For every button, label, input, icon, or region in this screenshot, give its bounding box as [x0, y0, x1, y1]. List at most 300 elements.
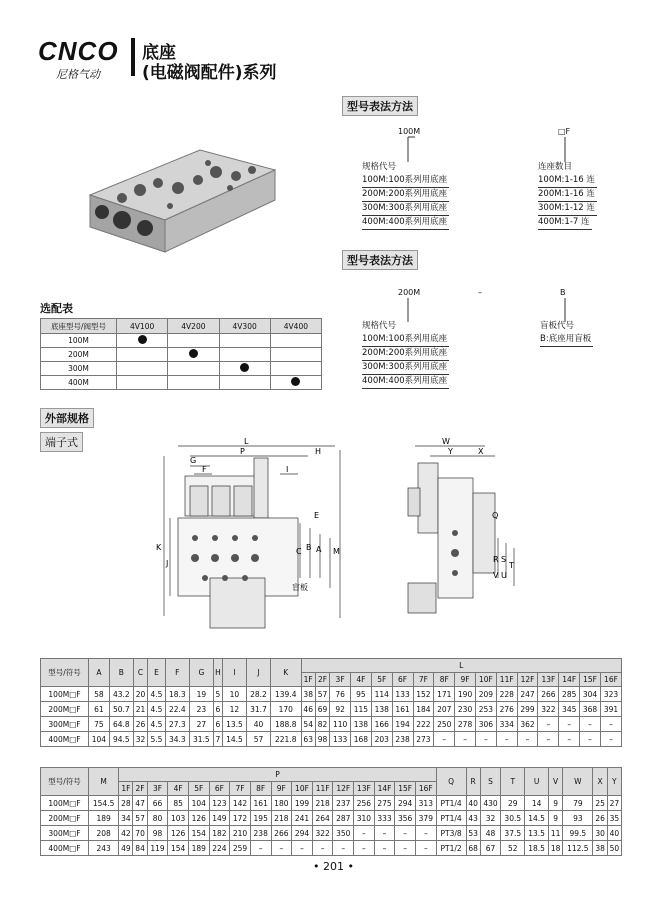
table-cell: 322 [538, 702, 559, 717]
model1-right-list [538, 161, 597, 230]
table-cell: 43.2 [109, 687, 133, 702]
table-cell: 11 [549, 826, 563, 841]
t1-header: A [89, 659, 110, 687]
selection-heading: 选配表 [40, 302, 73, 315]
sub-header-cell: 6F [209, 782, 230, 796]
page-number: • 201 • [313, 860, 354, 873]
table-cell: 5 [213, 687, 222, 702]
dim-label-J: J [166, 559, 169, 568]
table-cell: 300M□F [41, 717, 89, 732]
dimension-table-1 [40, 658, 622, 747]
table-cell: 20 [133, 687, 147, 702]
table-cell: 133 [330, 732, 351, 747]
table-row [41, 841, 622, 856]
table-cell: – [312, 841, 333, 856]
table-cell: 138 [351, 717, 372, 732]
table-cell: 70 [133, 826, 147, 841]
table-cell: 12 [222, 702, 246, 717]
model1-left-label: 规格代号 [362, 162, 397, 172]
table-cell: – [517, 732, 538, 747]
dim-label-R: R [493, 555, 499, 564]
manifold-base-image [60, 130, 285, 255]
table-cell: 27 [607, 796, 621, 811]
table-cell: – [538, 732, 559, 747]
table-cell: 99.5 [563, 826, 593, 841]
table-cell: 104 [89, 732, 110, 747]
table-cell: 313 [416, 796, 437, 811]
table-cell: 104 [188, 796, 209, 811]
table-cell: 84 [133, 841, 147, 856]
model1-left-item: 100M:100系列用底座 [362, 174, 449, 188]
dim-label-H: H [315, 447, 322, 456]
table-cell: – [250, 841, 271, 856]
dim-label-A: A [316, 545, 322, 554]
table-cell: 23 [189, 702, 213, 717]
table-cell: – [395, 826, 416, 841]
dimension-table-2 [40, 767, 622, 856]
table-cell: 430 [480, 796, 501, 811]
table-cell: 52 [501, 841, 525, 856]
table-cell: 100M□F [41, 687, 89, 702]
table-cell: 180 [271, 796, 292, 811]
table-cell: 264 [312, 811, 333, 826]
sub-header-cell: 4F [168, 782, 189, 796]
model1-right-label: 连座数目 [538, 162, 573, 172]
table-cell: 195 [250, 811, 271, 826]
selection-header-cell: 4V100 [117, 319, 168, 334]
sub-header-cell: 13F [538, 673, 559, 687]
t2-header: Y [607, 768, 621, 796]
table-cell: 300M□F [41, 826, 89, 841]
table-cell: 379 [416, 811, 437, 826]
table-cell: 35 [607, 811, 621, 826]
table-cell: 294 [395, 796, 416, 811]
table-cell: 253 [475, 702, 496, 717]
table-row [41, 732, 622, 747]
table-cell: 58 [89, 687, 110, 702]
table-cell: 345 [559, 702, 580, 717]
table-cell: 350 [333, 826, 354, 841]
side-view-drawing [400, 438, 530, 628]
table-cell: 161 [392, 702, 413, 717]
table-cell: 31.7 [246, 702, 270, 717]
table-cell: 28.2 [246, 687, 270, 702]
table-cell: 278 [455, 717, 476, 732]
dim-label-P: P [240, 447, 245, 456]
model1-connector-lines [370, 134, 600, 164]
t1-header: C [133, 659, 147, 687]
table-cell: 114 [371, 687, 392, 702]
table-cell: 103 [168, 811, 189, 826]
t1-header: I [222, 659, 246, 687]
t2-header: U [525, 768, 549, 796]
table-cell: 6 [213, 717, 222, 732]
sub-header-cell: 2F [133, 782, 147, 796]
table-cell: 230 [455, 702, 476, 717]
table-cell: – [455, 732, 476, 747]
table-cell: 82 [315, 717, 329, 732]
table-cell: 40 [466, 796, 480, 811]
table-cell: 149 [209, 811, 230, 826]
dim-label-Y: Y [448, 447, 453, 456]
dim-label-M: M [333, 547, 340, 556]
table-cell: 57 [315, 687, 329, 702]
t2-header: R [466, 768, 480, 796]
model-code-heading-1: 型号表法方法 [342, 96, 418, 116]
terminal-type-heading: 端子式 [40, 432, 83, 452]
table-cell: 21 [133, 702, 147, 717]
table-cell: 68 [466, 841, 480, 856]
table-cell: 119 [147, 841, 168, 856]
table-cell: 228 [496, 687, 517, 702]
t2-header: X [593, 768, 607, 796]
row-label: 200M [41, 348, 117, 362]
page-title: 底座 [142, 43, 176, 63]
table-cell: 170 [270, 702, 301, 717]
table-cell: 218 [271, 811, 292, 826]
dim-label-W: W [442, 438, 450, 446]
sub-header-cell: 14F [559, 673, 580, 687]
sub-header-cell: 16F [416, 782, 437, 796]
sub-header-cell: 3F [147, 782, 168, 796]
sub-header-cell: 12F [333, 782, 354, 796]
table-cell: 266 [538, 687, 559, 702]
selection-dot [291, 377, 300, 386]
page-subtitle: (电磁阀配件)系列 [142, 63, 277, 83]
table-cell: 10 [222, 687, 246, 702]
dim-label-T: T [509, 561, 514, 570]
model2-left-item: 200M:200系列用底座 [362, 347, 449, 361]
table-cell: 32 [480, 811, 501, 826]
table-cell: 61 [89, 702, 110, 717]
sub-header-cell: 8F [250, 782, 271, 796]
table-cell: PT1/4 [436, 811, 466, 826]
table-cell: 66 [147, 796, 168, 811]
sub-header-cell: 13F [354, 782, 375, 796]
table-cell: 19 [189, 687, 213, 702]
table-cell: – [600, 717, 621, 732]
table-cell: 172 [230, 811, 251, 826]
table-cell: 50.7 [109, 702, 133, 717]
table-cell: 6 [213, 702, 222, 717]
table-cell: 247 [517, 687, 538, 702]
table-cell: 14 [525, 796, 549, 811]
table-cell: 76 [330, 687, 351, 702]
model1-code-right: □F [558, 127, 571, 136]
table-cell: 34 [119, 811, 133, 826]
table-cell: 37.5 [501, 826, 525, 841]
dim-label-C: C [296, 547, 302, 556]
table-cell: – [354, 826, 375, 841]
table-cell: 190 [455, 687, 476, 702]
row-label: 400M [41, 376, 117, 390]
table-cell: 126 [188, 811, 209, 826]
sub-header-cell: 3F [330, 673, 351, 687]
t2-header: S [480, 768, 501, 796]
selection-table [40, 318, 322, 390]
sub-header-cell: 6F [392, 673, 413, 687]
model-code-heading-2: 型号表法方法 [342, 250, 418, 270]
sub-header-cell: 15F [395, 782, 416, 796]
t1-header: J [246, 659, 270, 687]
table-cell: 221.8 [270, 732, 301, 747]
table-cell: 224 [209, 841, 230, 856]
model1-code-left: 100M [398, 127, 421, 136]
table-cell: 182 [209, 826, 230, 841]
table-cell: 22.4 [165, 702, 189, 717]
dim-label-V: V [493, 571, 499, 580]
table-cell: 54 [301, 717, 315, 732]
table-cell: 46 [301, 702, 315, 717]
table-cell: 14.5 [525, 811, 549, 826]
table-row [41, 334, 322, 348]
table-cell: 94.5 [109, 732, 133, 747]
sub-header-cell: 5F [188, 782, 209, 796]
table-cell: 133 [392, 687, 413, 702]
table-cell: 43 [466, 811, 480, 826]
table-cell: 273 [413, 732, 434, 747]
table-cell: 69 [315, 702, 329, 717]
title-divider [131, 38, 135, 76]
table-cell: 126 [168, 826, 189, 841]
table-cell: 57 [246, 732, 270, 747]
table-cell: 4.5 [148, 717, 166, 732]
model2-left-item: 400M:400系列用底座 [362, 375, 449, 389]
model1-right-item: 400M:1-7 连 [538, 216, 592, 230]
front-view-drawing [150, 438, 355, 638]
dim-label-L: L [244, 438, 249, 446]
table-row [41, 687, 622, 702]
sub-header-cell: 11F [312, 782, 333, 796]
sub-header-cell: 14F [374, 782, 395, 796]
table-cell: 7 [213, 732, 222, 747]
table-cell: – [434, 732, 455, 747]
table-cell: 4.5 [148, 702, 166, 717]
table-row [41, 702, 622, 717]
dim-label-E: E [314, 511, 320, 520]
t1-header: B [109, 659, 133, 687]
table-cell: 356 [395, 811, 416, 826]
sub-header-cell: 2F [315, 673, 329, 687]
sub-header-cell: 15F [580, 673, 601, 687]
table-cell: – [496, 732, 517, 747]
table-cell: 18 [549, 841, 563, 856]
table-cell: 27.3 [165, 717, 189, 732]
sub-header-cell: 11F [496, 673, 517, 687]
sub-header-cell: 10F [292, 782, 313, 796]
table-cell: 48 [480, 826, 501, 841]
table-cell: 266 [271, 826, 292, 841]
table-cell: 200M□F [41, 702, 89, 717]
model2-left-list [362, 320, 449, 389]
table-cell: 243 [89, 841, 119, 856]
table-cell: 200M□F [41, 811, 89, 826]
sub-header-cell: 1F [119, 782, 133, 796]
table-row [41, 796, 622, 811]
table-cell: 275 [374, 796, 395, 811]
t1-header: H [213, 659, 222, 687]
brand-subtitle: 尼格气动 [56, 68, 100, 81]
table-cell: 188.8 [270, 717, 301, 732]
table-cell: 30.5 [501, 811, 525, 826]
table-cell: 256 [354, 796, 375, 811]
table-cell: 259 [230, 841, 251, 856]
table-cell: 92 [330, 702, 351, 717]
table-cell: 40 [246, 717, 270, 732]
model1-right-item: 200M:1-16 连 [538, 188, 597, 202]
table-cell: 154 [168, 841, 189, 856]
selection-header-cell: 底座型号/阀型号 [41, 319, 117, 334]
table-cell: 47 [133, 796, 147, 811]
table-cell: PT3/8 [436, 826, 466, 841]
dim-label-U: U [501, 571, 507, 580]
sub-header-cell: 7F [230, 782, 251, 796]
model2-right-label: 盲板代号 [540, 321, 575, 331]
table-cell: 138 [371, 702, 392, 717]
sub-header-cell: 12F [517, 673, 538, 687]
t1-header: K [270, 659, 301, 687]
row-label: 300M [41, 362, 117, 376]
t2-header: T [501, 768, 525, 796]
dim-label-Q: Q [492, 511, 499, 520]
t2-group-header: P [119, 768, 436, 782]
selection-header-cell: 4V300 [219, 319, 270, 334]
sub-header-cell: 9F [271, 782, 292, 796]
table-cell: 287 [333, 811, 354, 826]
table-cell: 38 [593, 841, 607, 856]
table-cell: 362 [517, 717, 538, 732]
table-cell: 209 [475, 687, 496, 702]
table-cell: 199 [292, 796, 313, 811]
table-cell: 25 [593, 796, 607, 811]
table-cell: 63 [301, 732, 315, 747]
table-cell: 400M□F [41, 732, 89, 747]
table-cell: 42 [119, 826, 133, 841]
sub-header-cell: 8F [434, 673, 455, 687]
t2-header: M [89, 768, 119, 796]
table-cell: 194 [392, 717, 413, 732]
table-cell: 49 [119, 841, 133, 856]
t1-group-header: L [301, 659, 621, 673]
table-cell: 95 [351, 687, 372, 702]
table-cell: 237 [333, 796, 354, 811]
table-cell: 28 [119, 796, 133, 811]
table-cell: – [374, 826, 395, 841]
table-cell: 222 [413, 717, 434, 732]
t2-header: V [549, 768, 563, 796]
table-cell: 323 [600, 687, 621, 702]
model2-right-list [540, 320, 593, 347]
table-cell: 250 [434, 717, 455, 732]
selection-header-cell: 4V200 [168, 319, 219, 334]
dim-label-F: F [202, 465, 207, 474]
model1-left-item: 300M:300系列用底座 [362, 202, 449, 216]
brand-logo: CNCO [38, 36, 119, 66]
table-cell: 333 [374, 811, 395, 826]
table-cell: 26 [133, 717, 147, 732]
dim-label-I: I [286, 465, 289, 474]
table-cell: 40 [607, 826, 621, 841]
sub-header-cell: 7F [413, 673, 434, 687]
table-cell: 184 [413, 702, 434, 717]
sub-header-cell: 5F [371, 673, 392, 687]
sub-header-cell: 16F [600, 673, 621, 687]
t1-header: 型号/符号 [41, 659, 89, 687]
table-cell: 210 [230, 826, 251, 841]
t2-header: W [563, 768, 593, 796]
table-cell: 285 [559, 687, 580, 702]
sub-header-cell: 4F [351, 673, 372, 687]
t1-header: F [165, 659, 189, 687]
table-cell: 368 [580, 702, 601, 717]
table-cell: – [416, 826, 437, 841]
table-row [41, 376, 322, 390]
table-cell: – [600, 732, 621, 747]
table-cell: 85 [168, 796, 189, 811]
table-cell: 322 [312, 826, 333, 841]
selection-dot [138, 335, 147, 344]
table-cell: 29 [501, 796, 525, 811]
model2-right-item: B:底座用盲板 [540, 333, 593, 347]
table-cell: 171 [434, 687, 455, 702]
t2-header: 型号/符号 [41, 768, 89, 796]
table-cell: – [580, 732, 601, 747]
selection-dot [189, 349, 198, 358]
dim-label-K: K [156, 543, 162, 552]
table-cell: 218 [312, 796, 333, 811]
table-cell: 13.5 [525, 826, 549, 841]
table-cell: 294 [292, 826, 313, 841]
table-cell: 93 [563, 811, 593, 826]
table-cell: 142 [230, 796, 251, 811]
table-cell: 161 [250, 796, 271, 811]
table-cell: – [374, 841, 395, 856]
dim-label-B: B [306, 543, 312, 552]
table-cell: 391 [600, 702, 621, 717]
table-cell: 123 [209, 796, 230, 811]
table-cell: 334 [496, 717, 517, 732]
model2-code-right: B [560, 288, 566, 297]
model2-left-label: 规格代号 [362, 321, 397, 331]
table-cell: 34.3 [165, 732, 189, 747]
table-cell: 31.5 [189, 732, 213, 747]
table-cell: 110 [330, 717, 351, 732]
table-cell: 203 [371, 732, 392, 747]
table-cell: 238 [392, 732, 413, 747]
model2-left-item: 300M:300系列用底座 [362, 361, 449, 375]
table-cell: – [475, 732, 496, 747]
table-cell: – [292, 841, 313, 856]
model2-dash: – [478, 288, 482, 297]
table-cell: PT1/2 [436, 841, 466, 856]
table-cell: 38 [301, 687, 315, 702]
table-cell: 14.5 [222, 732, 246, 747]
table-cell: 154 [188, 826, 209, 841]
model1-left-item: 400M:400系列用底座 [362, 216, 449, 230]
table-cell: 100M□F [41, 796, 89, 811]
selection-dot [240, 363, 249, 372]
table-cell: 166 [371, 717, 392, 732]
table-cell: 75 [89, 717, 110, 732]
table-cell: 4.5 [148, 687, 166, 702]
table-cell: – [271, 841, 292, 856]
t1-header: G [189, 659, 213, 687]
sub-header-cell: 10F [475, 673, 496, 687]
table-cell: 67 [480, 841, 501, 856]
table-cell: 5.5 [148, 732, 166, 747]
table-cell: PT1/4 [436, 796, 466, 811]
table-cell: 27 [189, 717, 213, 732]
